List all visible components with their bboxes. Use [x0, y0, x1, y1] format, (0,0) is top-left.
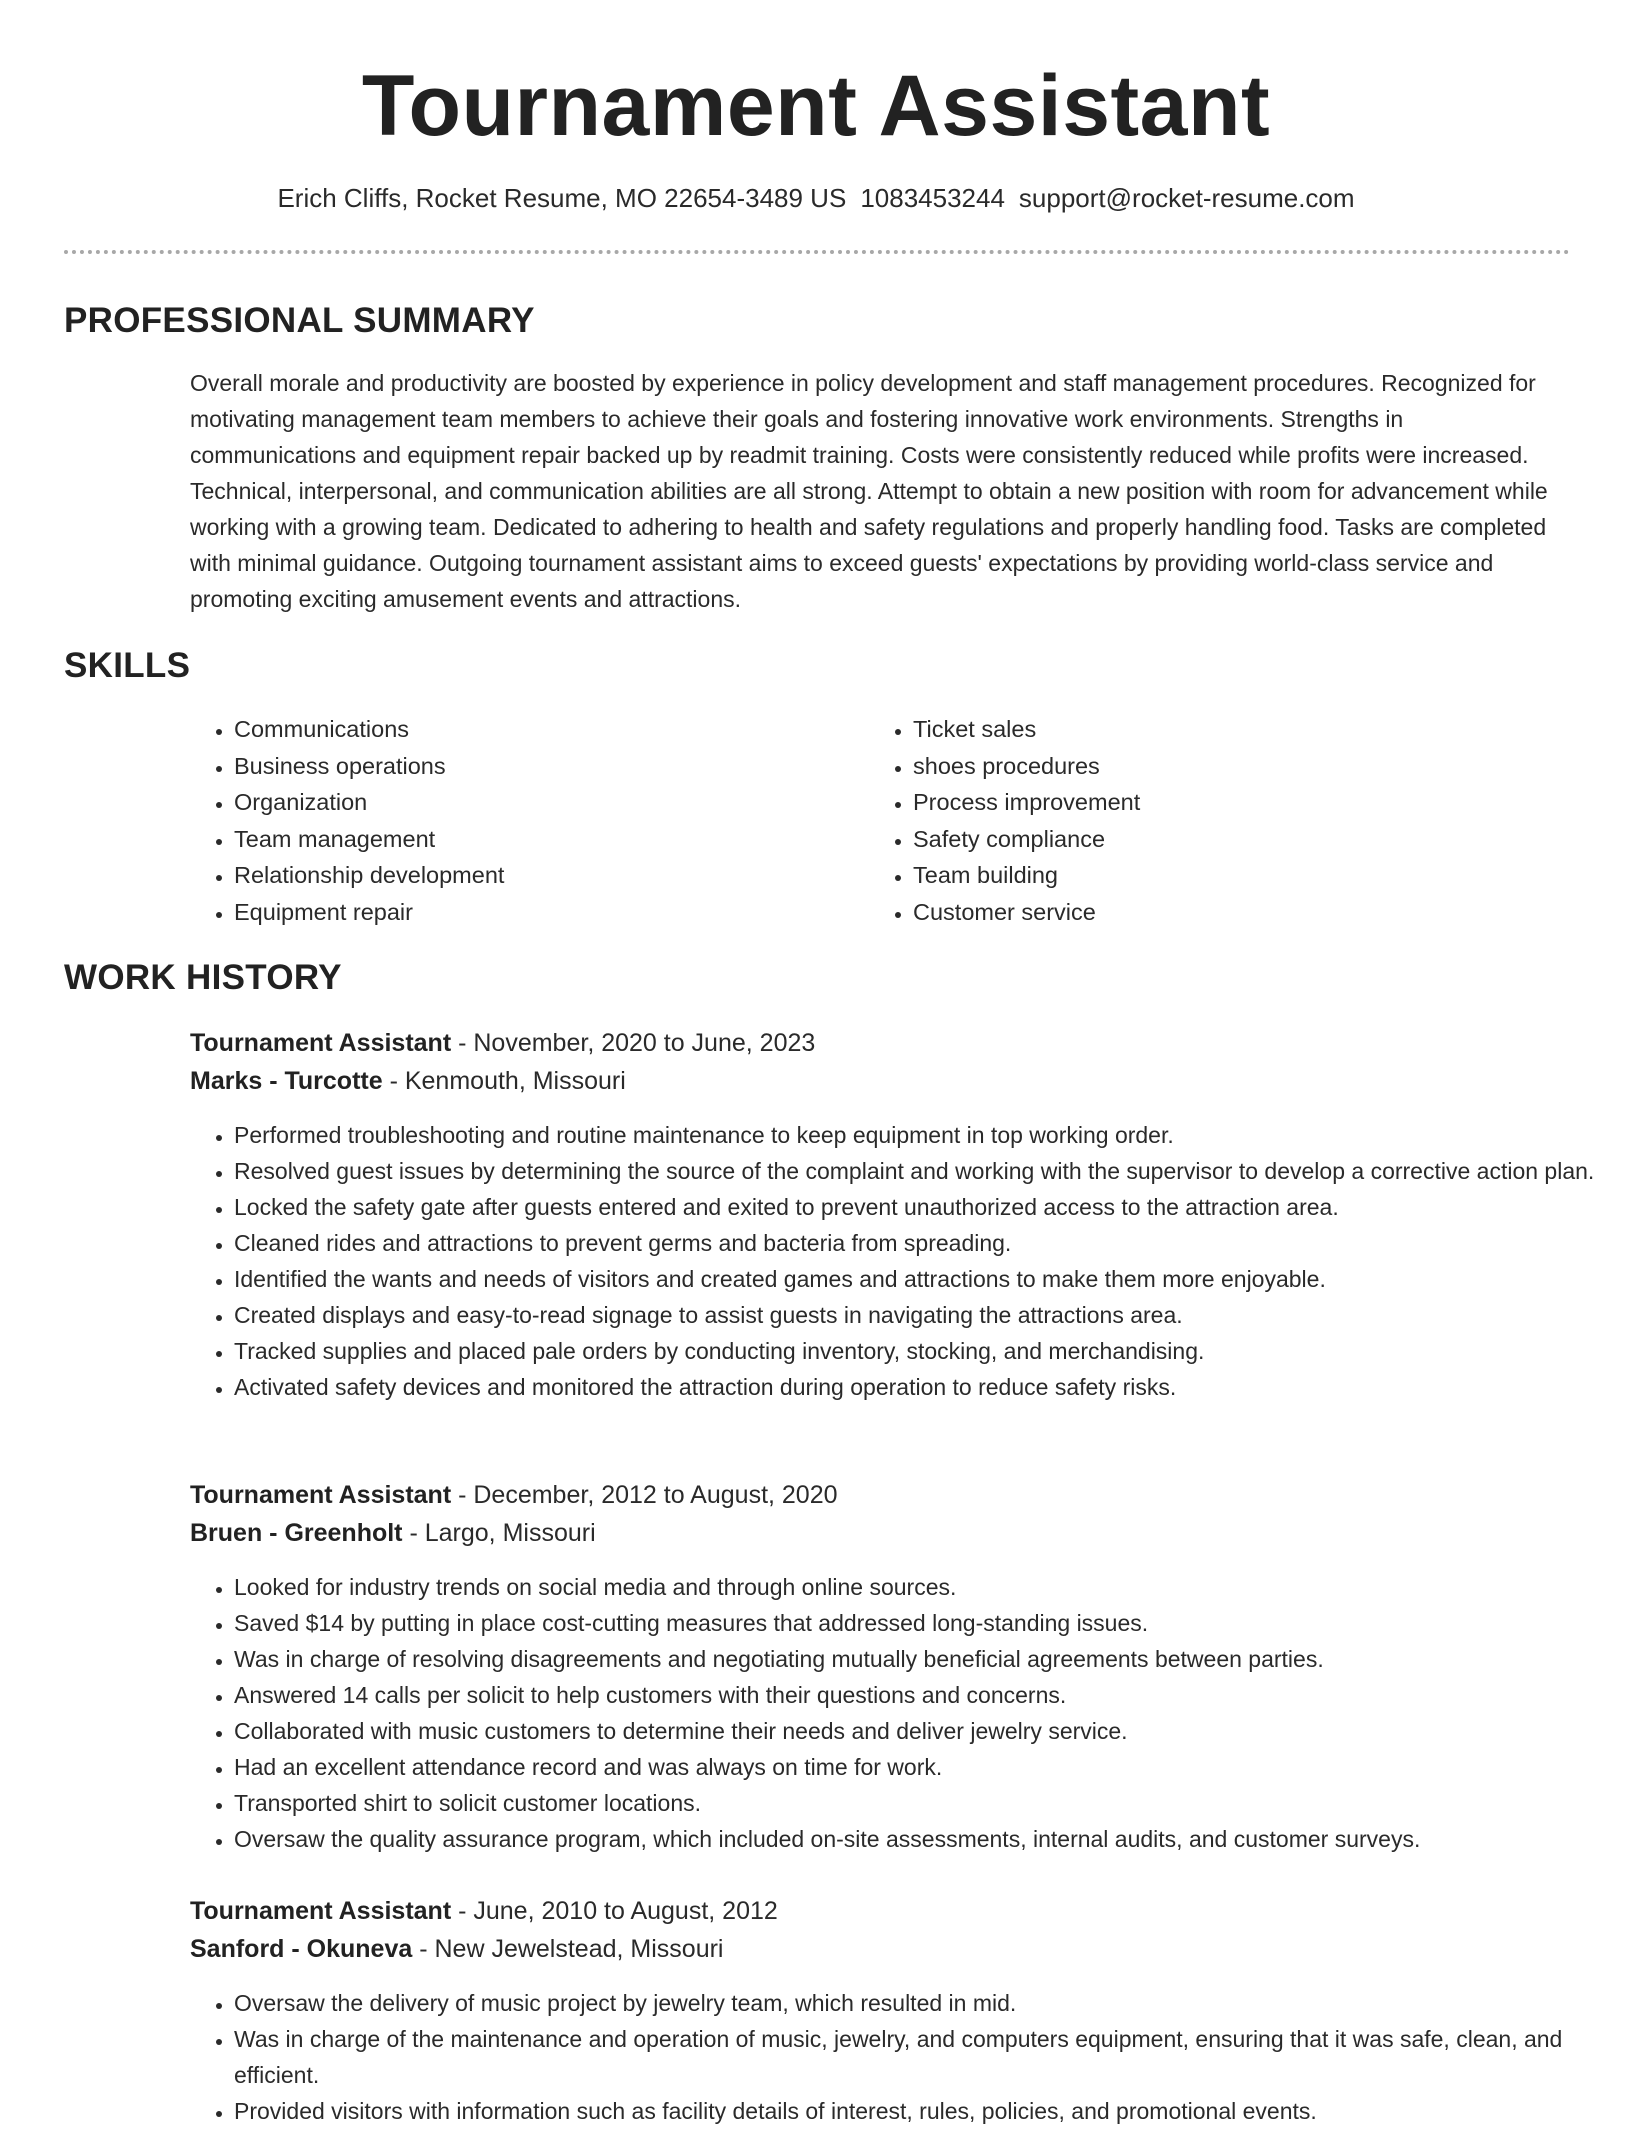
job-bullet-list: [190, 1569, 1624, 1857]
skill-item: • Team building: [913, 857, 1533, 894]
job-company: Sanford - Okuneva: [190, 1935, 413, 1963]
job-title: Tournament Assistant: [190, 1481, 452, 1509]
skill-item: • Safety compliance: [913, 821, 1533, 858]
job-location: - New Jewelstead, Missouri: [412, 1935, 724, 1963]
job-bullet: • Was in charge of the maintenance and operation of music, jewelry, and computers equipment, ensuring that it was safe, clean, and efficient.: [234, 2021, 1624, 2093]
job-bullet: • Activated safety devices and monitored the attraction during operation to reduce safety risks.: [234, 1369, 1624, 1405]
skill-item: • Communications: [234, 711, 854, 748]
contact-line: [0, 180, 1632, 216]
job-company: Bruen - Greenholt: [190, 1519, 403, 1547]
contact-address: Erich Cliffs, Rocket Resume, MO 22654-3489 US: [277, 183, 847, 213]
skill-item: • Team management: [234, 821, 854, 858]
job-company-line: [190, 1931, 723, 1967]
contact-email: support@rocket-resume.com: [1018, 183, 1355, 213]
job-title: Tournament Assistant: [190, 1029, 452, 1057]
skill-item: • Customer service: [913, 894, 1533, 931]
job-bullet: • Oversaw the delivery of music project by jewelry team, which resulted in mid.: [234, 1985, 1624, 2021]
job-bullet-list: [190, 1985, 1624, 2129]
job-company: Marks - Turcotte: [190, 1067, 383, 1095]
job-bullet: • Identified the wants and needs of visitors and created games and attractions to make them more enjoyable.: [234, 1261, 1624, 1297]
job-bullet: • Tracked supplies and placed pale orders by conducting inventory, stocking, and merchandising.: [234, 1333, 1624, 1369]
skill-item: • Equipment repair: [234, 894, 854, 931]
skills-list-right: [869, 711, 1533, 930]
job-bullet: • Created displays and easy-to-read signage to assist guests in navigating the attractions area.: [234, 1297, 1624, 1333]
job-bullet: • Cleaned rides and attractions to prevent germs and bacteria from spreading.: [234, 1225, 1624, 1261]
job-bullet: • Was in charge of resolving disagreements and negotiating mutually beneficial agreements between parties.: [234, 1641, 1624, 1677]
job-location: - Largo, Missouri: [402, 1519, 596, 1547]
skill-item: • Ticket sales: [913, 711, 1533, 748]
job-bullet: • Performed troubleshooting and routine maintenance to keep equipment in top working order.: [234, 1117, 1624, 1153]
job-company-line: [190, 1063, 626, 1099]
job-title-line: [190, 1477, 838, 1513]
resume-name: Tournament Assistant: [361, 58, 1271, 154]
job-dates: - December, 2012 to August, 2020: [451, 1481, 838, 1509]
job-dates: - June, 2010 to August, 2012: [451, 1897, 778, 1925]
skill-item: • Process improvement: [913, 784, 1533, 821]
skill-item: • shoes procedures: [913, 748, 1533, 785]
job-dates: - November, 2020 to June, 2023: [451, 1029, 816, 1057]
job-title-line: [190, 1025, 815, 1061]
job-title-line: [190, 1893, 778, 1929]
job-bullet: • Resolved guest issues by determining the source of the complaint and working with the supervisor to develop a corrective action plan.: [234, 1153, 1624, 1189]
job-bullet: • Oversaw the quality assurance program, which included on-site assessments, internal audits, and customer surveys.: [234, 1821, 1624, 1857]
job-bullet: • Transported shirt to solicit customer locations.: [234, 1785, 1624, 1821]
skill-item: • Relationship development: [234, 857, 854, 894]
skill-item: • Organization: [234, 784, 854, 821]
job-bullet: • Locked the safety gate after guests entered and exited to prevent unauthorized access to the attraction area.: [234, 1189, 1624, 1225]
job-company-line: [190, 1515, 596, 1551]
job-bullet: • Provided visitors with information such as facility details of interest, rules, policies, and promotional events.: [234, 2093, 1624, 2129]
job-bullet: • Answered 14 calls per solicit to help customers with their questions and concerns.: [234, 1677, 1624, 1713]
job-title: Tournament Assistant: [190, 1897, 452, 1925]
job-bullet: • Looked for industry trends on social media and through online sources.: [234, 1569, 1624, 1605]
summary-text: Overall morale and productivity are boosted by experience in policy development and staff management procedures. Recognized for motivating management team members to achieve their goals and fostering innovative work environments. Strengths in communications and equipment repair backed up by readmit training. Costs were consistently reduced while profits were increased. Technical, interpersonal, and communication abilities are all strong. Attempt to obtain a new position with room for advancement while working with a growing team. Dedicated to adhering to health and safety regulations and properly handling food. Tasks are completed with minimal guidance. Outgoing tournament assistant aims to exceed guests' expectations by providing world-class service and promoting exciting amusement events and attractions.: [190, 370, 1548, 612]
job-bullet-list: [190, 1117, 1624, 1405]
job-bullet: • Saved $14 by putting in place cost-cutting measures that addressed long-standing issues.: [234, 1605, 1624, 1641]
section-title-work-history: WORK HISTORY: [64, 958, 342, 997]
job-bullet: • Collaborated with music customers to determine their needs and deliver jewelry service.: [234, 1713, 1624, 1749]
job-location: - Kenmouth, Missouri: [382, 1067, 626, 1095]
skills-list-left: [190, 711, 854, 930]
skill-item: • Business operations: [234, 748, 854, 785]
section-title-summary: PROFESSIONAL SUMMARY: [64, 301, 535, 340]
header-divider: [64, 250, 1570, 254]
section-title-skills: SKILLS: [64, 646, 191, 685]
contact-phone: 1083453244: [860, 183, 1005, 213]
job-bullet: • Had an excellent attendance record and was always on time for work.: [234, 1749, 1624, 1785]
